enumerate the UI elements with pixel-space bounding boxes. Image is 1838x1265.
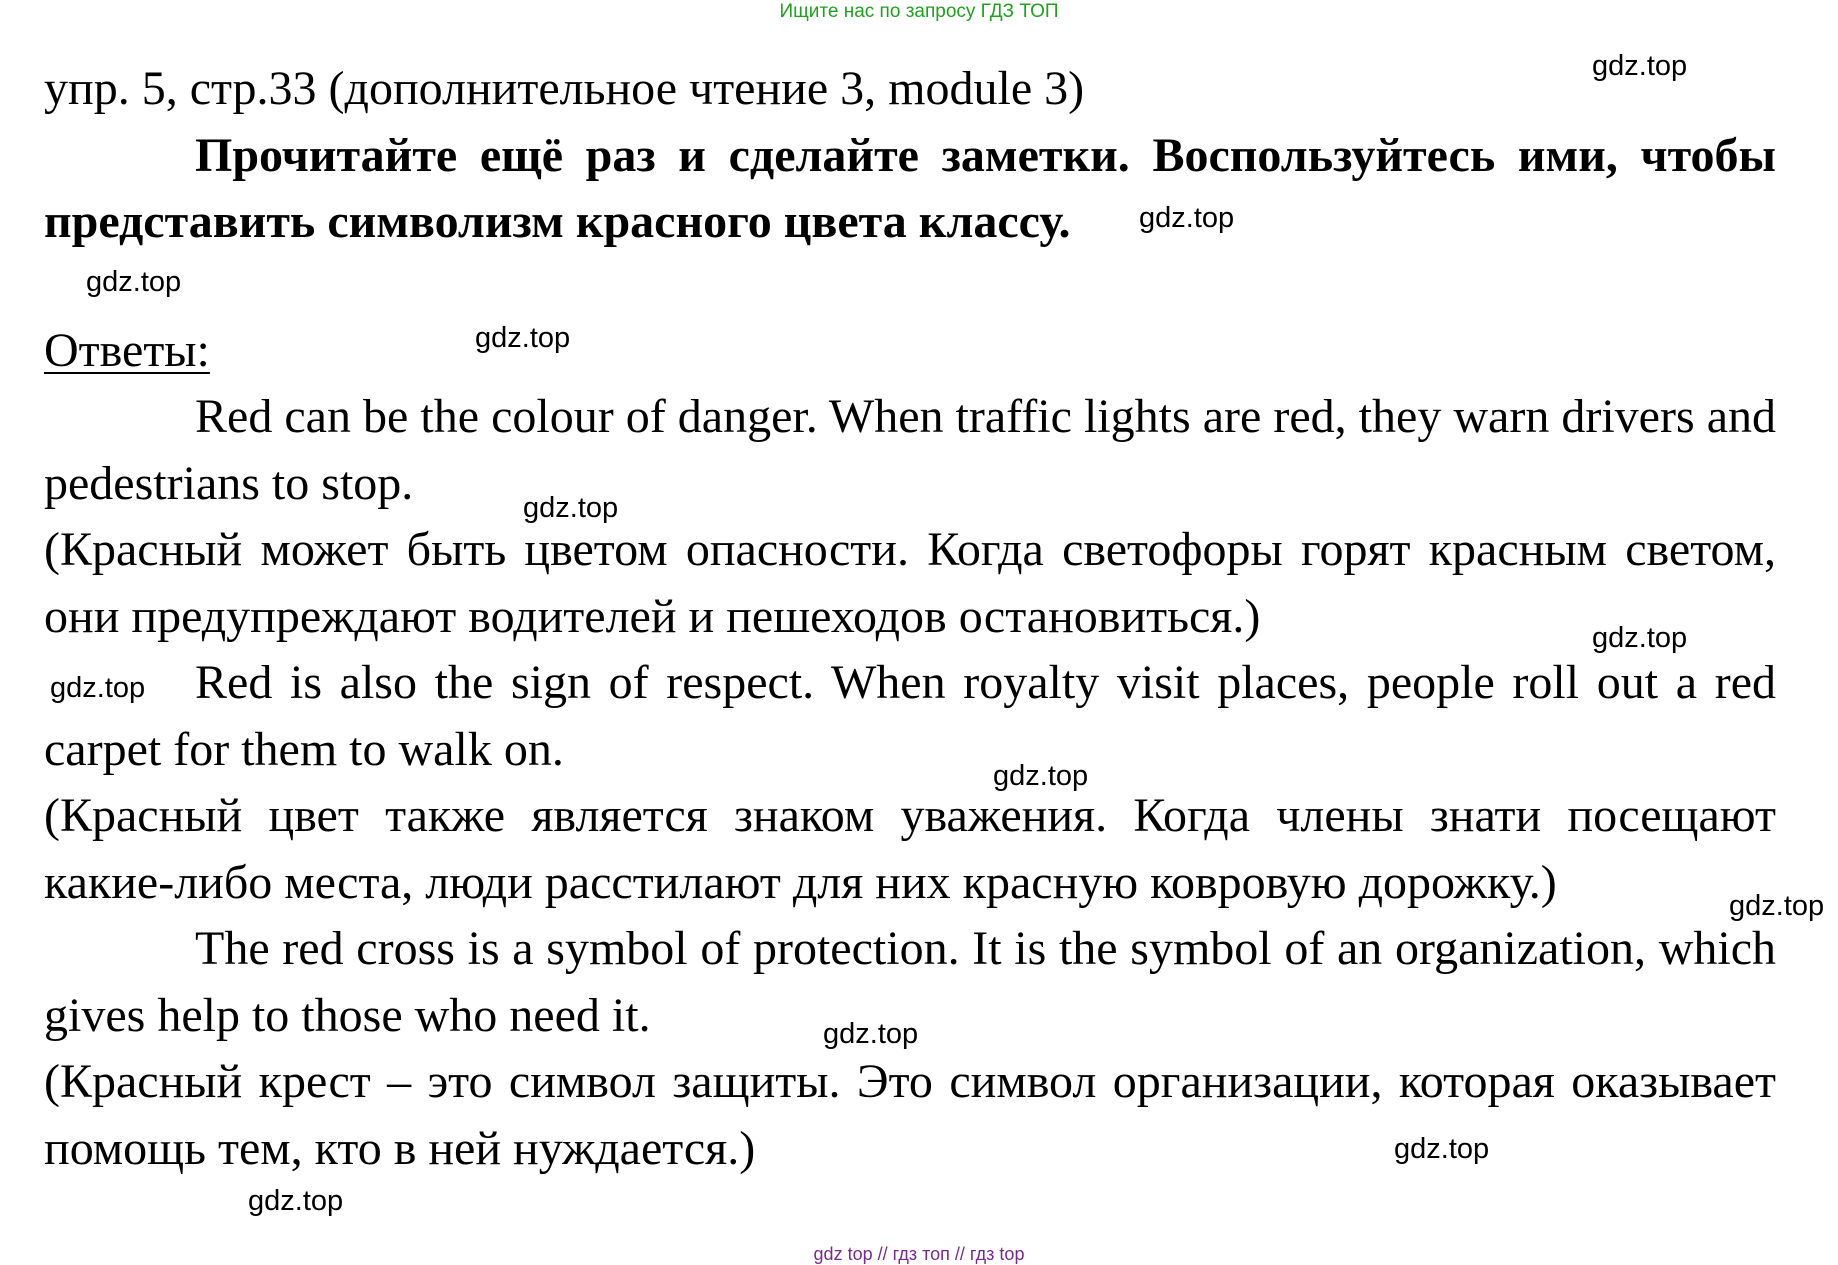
answer-3-english: The red cross is a symbol of protection. It is the symbol of an organization, which gives help to those who need it. — [44, 922, 1776, 1042]
watermark: gdz.top — [993, 760, 1089, 792]
watermark: gdz.top — [50, 672, 146, 704]
task-instruction: Прочитайте ещё раз и сделайте заметки. Воспользуйтесь ими, чтобы представить символизм красного цвета классу. — [44, 128, 1776, 248]
answer-3-russian: (Красный крест – это символ защиты. Это символ организации, которая оказывает помощь тем, кто в ней нуждается.) — [44, 1055, 1776, 1175]
watermark: gdz.top — [248, 1185, 344, 1217]
watermark: gdz.top — [523, 492, 619, 524]
watermark: gdz.top — [86, 266, 182, 298]
watermark: gdz.top — [1729, 890, 1825, 922]
top-banner-text: Ищите нас по запросу ГДЗ ТОП — [779, 1, 1059, 22]
bottom-banner — [0, 1243, 1838, 1265]
bottom-banner-text: gdz top // гдз топ // гдз top — [813, 1244, 1025, 1264]
watermark: gdz.top — [1592, 622, 1688, 654]
document-content — [44, 56, 1776, 1182]
watermark: gdz.top — [1394, 1133, 1490, 1165]
answer-2-russian: (Красный цвет также является знаком уважения. Когда члены знати посещают какие-либо места, люди расстилают для них красную ковровую дорожку.) — [44, 789, 1776, 909]
watermark: gdz.top — [1592, 50, 1688, 82]
top-banner — [0, 0, 1838, 23]
answer-2-english: Red is also the sign of respect. When royalty visit places, people roll out a red carpet for them to walk on. — [44, 656, 1776, 776]
watermark: gdz.top — [1139, 202, 1235, 234]
answer-1-russian: (Красный может быть цветом опасности. Когда светофоры горят красным светом, они предупреждают водителей и пешеходов остановиться.) — [44, 523, 1776, 643]
watermark: gdz.top — [475, 322, 571, 354]
watermark: gdz.top — [823, 1018, 919, 1050]
answers-heading: Ответы: — [44, 323, 210, 377]
exercise-title: упр. 5, стр.33 (дополнительное чтение 3, module 3) — [44, 62, 1085, 115]
answer-1-english: Red can be the colour of danger. When traffic lights are red, they warn drivers and pedestrians to stop. — [44, 390, 1776, 510]
